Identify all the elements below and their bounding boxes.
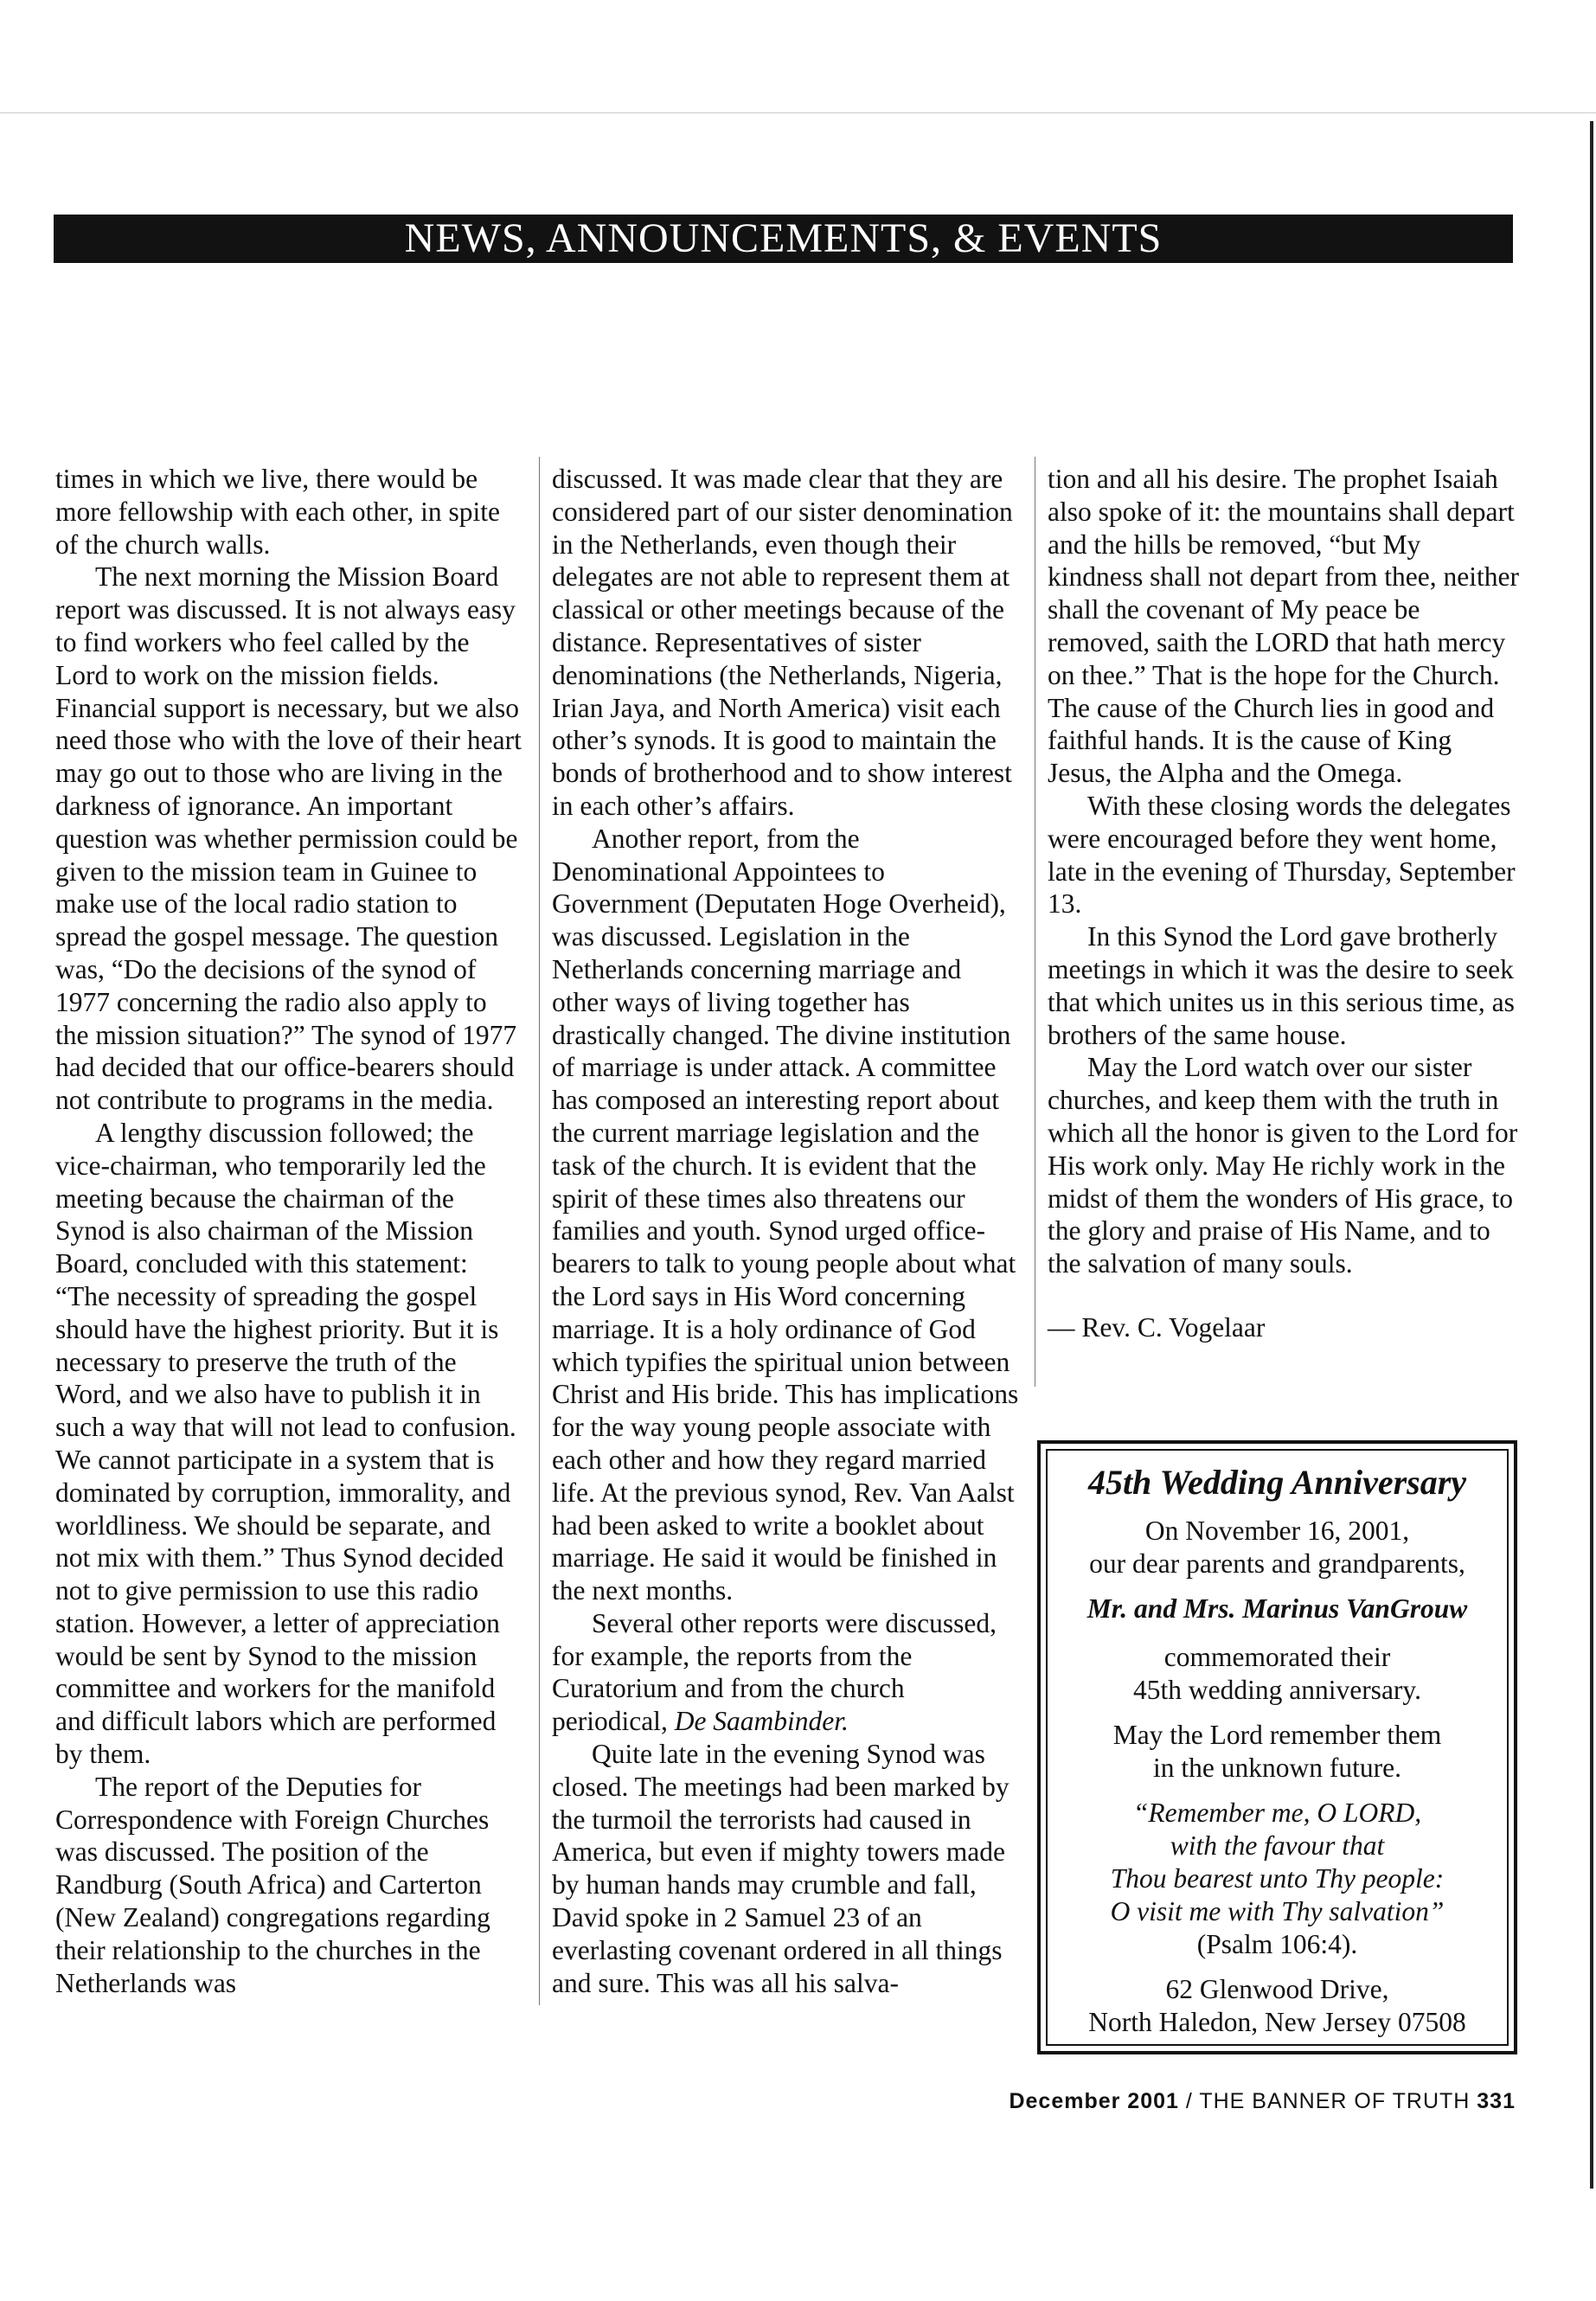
top-rule	[0, 112, 1596, 113]
paragraph: The next morning the Mission Board report was discussed. It is not always easy to find workers who feel called by the Lord to work on the mission fields. Financial support is necessary, but we also need those who with the love of their heart may go out to those who are living in the darkness of ignorance. An important question was whether permission could be given to the mission team in Guinee to make use of the local radio station to spread the gospel message. The question was, “Do the decisions of the synod of 1977 concerning the radio also apply to the mission situation?” The synod of 1977 had decided that our office-bearers should not contribute to programs in the media.	[55, 561, 522, 1116]
quote-text: “Remember me, O	[1132, 1798, 1337, 1828]
anniversary-title: 45th Wedding Anniversary	[1087, 1463, 1467, 1502]
paragraph: Quite late in the evening Synod was closed. The meetings had been marked by the turmoil the terrorists had caused in America, but even if mighty towers made by human hands may crumble and fall, David spoke in 2 Samuel 23 of an everlasting covenant ordered in all things and sure. This was all his salva-	[552, 1739, 1010, 1998]
paragraph: In this Synod the Lord gave brotherly meetings in which it was the desire to seek that which unites us in this serious time, as brothers of the same house.	[1048, 921, 1515, 1050]
anniversary-inner-frame	[1046, 1449, 1509, 2046]
scripture-quote: O visit me with Thy salvation”	[1110, 1896, 1445, 1926]
scripture-reference: (Psalm 106:4).	[1196, 1929, 1358, 1959]
lord-small-caps: LORD	[1343, 1798, 1415, 1828]
paragraph	[1048, 463, 1522, 790]
lord-small-caps: LORD	[1254, 626, 1330, 657]
footer-separator: /	[1185, 2089, 1193, 2113]
paragraph: times in which we live, there would be more fellowship with each other, in spite of the church walls.	[55, 464, 500, 560]
paragraph	[552, 1607, 1019, 1738]
paragraph: Another report, from the Denominational Appointees to Government (Deputaten Hoge Overheid), was discussed. Legislation in the Netherlands concerning marriage and other ways of living together has drastically changed. The divine institution of marriage is under attack. A committee has composed an interesting report about the current marriage legislation and the task of the church. It is evident that the spirit of these times also threatens our families and youth. Synod urged office-bearers to talk to young people about what the Lord says in His Word concerning marriage. It is a holy ordinance of God which typifies the spiritual union between Christ and His bride. This has implications for the way young people associate with each other and how they regard married life. At the previous synod, Rev. Van Aalst had been asked to write a booklet about marriage. He said it would be finished in the next months.	[552, 823, 1019, 1606]
address-line: North Haledon, New Jersey 07508	[1088, 2007, 1466, 2037]
publication-name: THE BANNER OF TRUTH	[1199, 2089, 1471, 2113]
scripture-quote: Thou bearest unto Thy people:	[1110, 1863, 1445, 1894]
anniversary-wish: May the Lord remember them	[1112, 1720, 1442, 1750]
paragraph: A lengthy discussion followed; the vice-chairman, who temporarily led the meeting because the chairman of the Synod is also chairman of the Mission Board, concluded with this statement: “The necessity of spreading the gospel should have the highest priority. But it is necessary to preserve the truth of the Word, and we also have to publish it in such a way that will not lead to confusion. We cannot participate in a system that is dominated by corruption, immorality, and worldliness. We should be separate, and not mix with them.” Thus Synod decided not to give permission to use this radio station. However, a letter of appreciation would be sent by Synod to the mission committee and workers for the manifold and difficult labors which are performed by them.	[55, 1117, 516, 1770]
issue-date: December 2001	[1009, 2089, 1179, 2113]
scripture-quote	[1048, 1797, 1507, 1830]
paragraph: May the Lord watch over our sister churches, and keep them with the truth in which all the honor is given to the Lord for His work only. May He richly work in the midst of them the wonders of His grace, to the glory and praise of His Name, and to the salvation of many souls.	[1048, 1052, 1518, 1279]
address-line: 62 Glenwood Drive,	[1165, 1974, 1389, 2004]
scripture-quote: with the favour that	[1170, 1830, 1385, 1861]
paragraph-text: that hath mercy on thee.” That is the hope for the Church. The cause of the Church lies in good and faithful hands. It is the cause of King Jesus, the Alpha and the Omega.	[1048, 626, 1506, 789]
page-number: 331	[1477, 2089, 1516, 2113]
paragraph-text: Several other reports were discussed, for example, the reports from the Curatorium and from the church periodical,	[552, 1607, 997, 1737]
quote-text: ,	[1414, 1798, 1422, 1828]
author-signature: — Rev. C. Vogelaar	[1048, 1311, 1266, 1343]
paragraph: discussed. It was made clear that they are considered part of our sister denomination in the Netherlands, even though their delegates are not able to represent them at classical or other meetings because of the distance. Representatives of sister denominations (the Netherlands, Nigeria, Irian Jaya, and North America) visit each other’s synods. It is good to maintain the bonds of brotherhood and to show interest in each other’s affairs.	[552, 464, 1013, 821]
article-column-2	[552, 463, 1019, 1999]
anniversary-names: Mr. and Mrs. Marinus VanGrouw	[1086, 1593, 1468, 1624]
paragraph: The report of the Deputies for Correspondence with Foreign Churches was discussed. The position of the Randburg (South Africa) and Carterton (New Zealand) congregations regarding their relationship to the churches in the Netherlands was	[55, 1771, 490, 1998]
anniversary-wish: in the unknown future.	[1153, 1753, 1401, 1783]
anniversary-line: commemorated their	[1163, 1642, 1391, 1672]
paragraph-text: tion and all his desire. The prophet Isaiah also spoke of it: the mountains shall depart and the hills be removed, “but My kindness shall not depart from thee, neither shall the covenant of My peace be removed, saith the	[1048, 464, 1519, 657]
anniversary-line: 45th wedding anniversary.	[1133, 1675, 1421, 1705]
article-column-3	[1048, 463, 1522, 1344]
anniversary-date: On November 16, 2001,	[1144, 1516, 1410, 1546]
page-footer	[1003, 2089, 1516, 2114]
article-column-1	[55, 463, 522, 1999]
section-banner	[54, 215, 1513, 263]
anniversary-announcement	[1037, 1440, 1517, 2054]
page-edge	[1590, 121, 1593, 2189]
periodical-title: De Saambinder.	[674, 1706, 849, 1737]
anniversary-relation: our dear parents and grandparents,	[1089, 1548, 1465, 1579]
paragraph: With these closing words the delegates were encouraged before they went home, late in the evening of Thursday, September 13.	[1048, 790, 1516, 920]
banner-title: NEWS, ANNOUNCEMENTS, & EVENTS	[404, 215, 1163, 261]
column-divider	[539, 457, 540, 2005]
